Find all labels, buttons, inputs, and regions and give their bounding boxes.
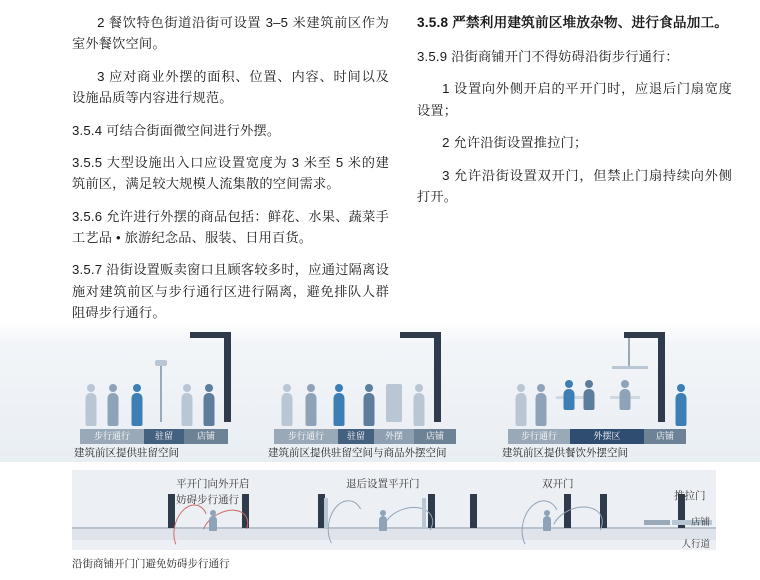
door-label: 双开门 (542, 478, 574, 490)
door-label: 平开门向外开启 (176, 478, 250, 490)
sliding-door-track (644, 520, 670, 525)
streetscape-diagram-band (0, 322, 760, 462)
pedestrian-figure (514, 384, 527, 426)
pedestrian-figure (332, 384, 345, 426)
building-wall (658, 332, 665, 422)
right-text-column (407, 12, 732, 320)
building-eave (400, 332, 441, 338)
zone-segment: 外摆 (374, 429, 414, 444)
door-label: 妨碍步行通行 (176, 494, 239, 506)
pedestrian-figure (304, 384, 317, 426)
zone-segment: 店铺 (184, 429, 228, 444)
seated-diner-figure (618, 380, 631, 410)
sidewalk-zone-label: 人行道 (681, 539, 710, 550)
zone-segment: 店铺 (414, 429, 456, 444)
street-pole (160, 364, 162, 422)
door-swing-arc (324, 497, 368, 554)
zone-segment: 外摆区 (570, 429, 644, 444)
zone-segment: 店铺 (644, 429, 686, 444)
awning-edge (612, 366, 648, 369)
section-heading: 3.5.8 严禁利用建筑前区堆放杂物、进行食品加工。 (417, 15, 729, 30)
left-text-column (72, 12, 407, 320)
building-eave (624, 332, 665, 338)
building-wall (224, 332, 231, 422)
paragraph: 3 允许沿街设置双开门，但禁止门扇持续向外侧打开。 (417, 167, 732, 204)
pedestrian-figure (180, 384, 193, 426)
door-swing-diagram-band (72, 470, 716, 550)
awning-support (628, 338, 630, 366)
pedestrian-figure (674, 384, 687, 426)
pedestrian-figure (534, 384, 547, 426)
door-label: 退后设置平开门 (346, 478, 420, 490)
paragraph: 3.5.7 沿街设置贩卖窗口且顾客较多时，应通过隔离设施对建筑前区与步行通行区进行隔离，避免排队人群阻碍步行通行。 (72, 262, 389, 321)
paragraph: 3 应对商业外摆的面积、位置、内容、时间以及设施品质等内容进行规范。 (72, 68, 389, 106)
paragraph: 3.5.4 可结合街面微空间进行外摆。 (72, 122, 281, 138)
scene-caption: 建筑前区提供餐饮外摆空间 (502, 447, 628, 459)
recess-jamb (324, 498, 328, 528)
paragraph: 3.5.9 沿街商铺开门不得妨碍沿街步行通行： (417, 49, 679, 65)
building-eave (190, 332, 231, 338)
scene-stay-and-display-space (266, 322, 494, 462)
pedestrian-figure (542, 510, 551, 530)
door-label: 推拉门 (674, 490, 706, 502)
paragraph: 2 餐饮特色街道沿街可设置 3–5 米建筑前区作为室外餐饮空间。 (72, 15, 389, 52)
zone-legend-bar (274, 429, 456, 444)
pedestrian-figure (208, 510, 217, 530)
scene-dining-space (500, 322, 715, 462)
scene-caption: 建筑前区提供驻留空间与商品外摆空间 (268, 447, 447, 459)
paragraph: 2 允许沿街设置推拉门； (442, 135, 588, 151)
pedestrian-figure (412, 384, 425, 426)
zone-segment: 步行通行 (508, 429, 570, 444)
zone-segment: 驻留 (338, 429, 374, 444)
zone-segment: 步行通行 (80, 429, 144, 444)
recess-jamb (422, 498, 426, 528)
paragraph: 1 设置向外侧开启的平开门时，应退后门扇宽度设置； (417, 81, 732, 118)
pedestrian-figure (130, 384, 143, 426)
scene-caption: 建筑前区提供驻留空间 (74, 447, 179, 459)
paragraph: 3.5.5 大型设施出入口应设置宽度为 3 米至 5 米的建筑前区，满足较大规模人流集散的空间需求。 (72, 154, 389, 192)
zone-segment: 驻留 (144, 429, 184, 444)
pedestrian-figure (280, 384, 293, 426)
building-wall (434, 332, 441, 422)
scene-stay-space (72, 322, 272, 462)
paragraph: 3.5.6 允许进行外摆的商品包括：鲜花、水果、蔬菜手工艺品 • 旅游纪念品、服装、日用百货。 (72, 208, 389, 245)
zone-segment: 步行通行 (274, 429, 338, 444)
pedestrian-figure (378, 510, 387, 530)
seated-diner-figure (562, 380, 575, 410)
street-lamp (155, 360, 167, 366)
pedestrian-figure (202, 384, 215, 426)
wall-segment (470, 494, 477, 528)
pedestrian-figure (106, 384, 119, 426)
pedestrian-figure (84, 384, 97, 426)
seated-diner-figure (582, 380, 595, 410)
zone-legend-bar (508, 429, 686, 444)
display-stand (386, 384, 402, 422)
band2-caption: 沿街商铺开门门避免妨碍步行通行 (72, 558, 230, 570)
pedestrian-figure (362, 384, 375, 426)
shop-zone-label: 店铺 (690, 517, 710, 528)
zone-legend-bar (80, 429, 228, 444)
